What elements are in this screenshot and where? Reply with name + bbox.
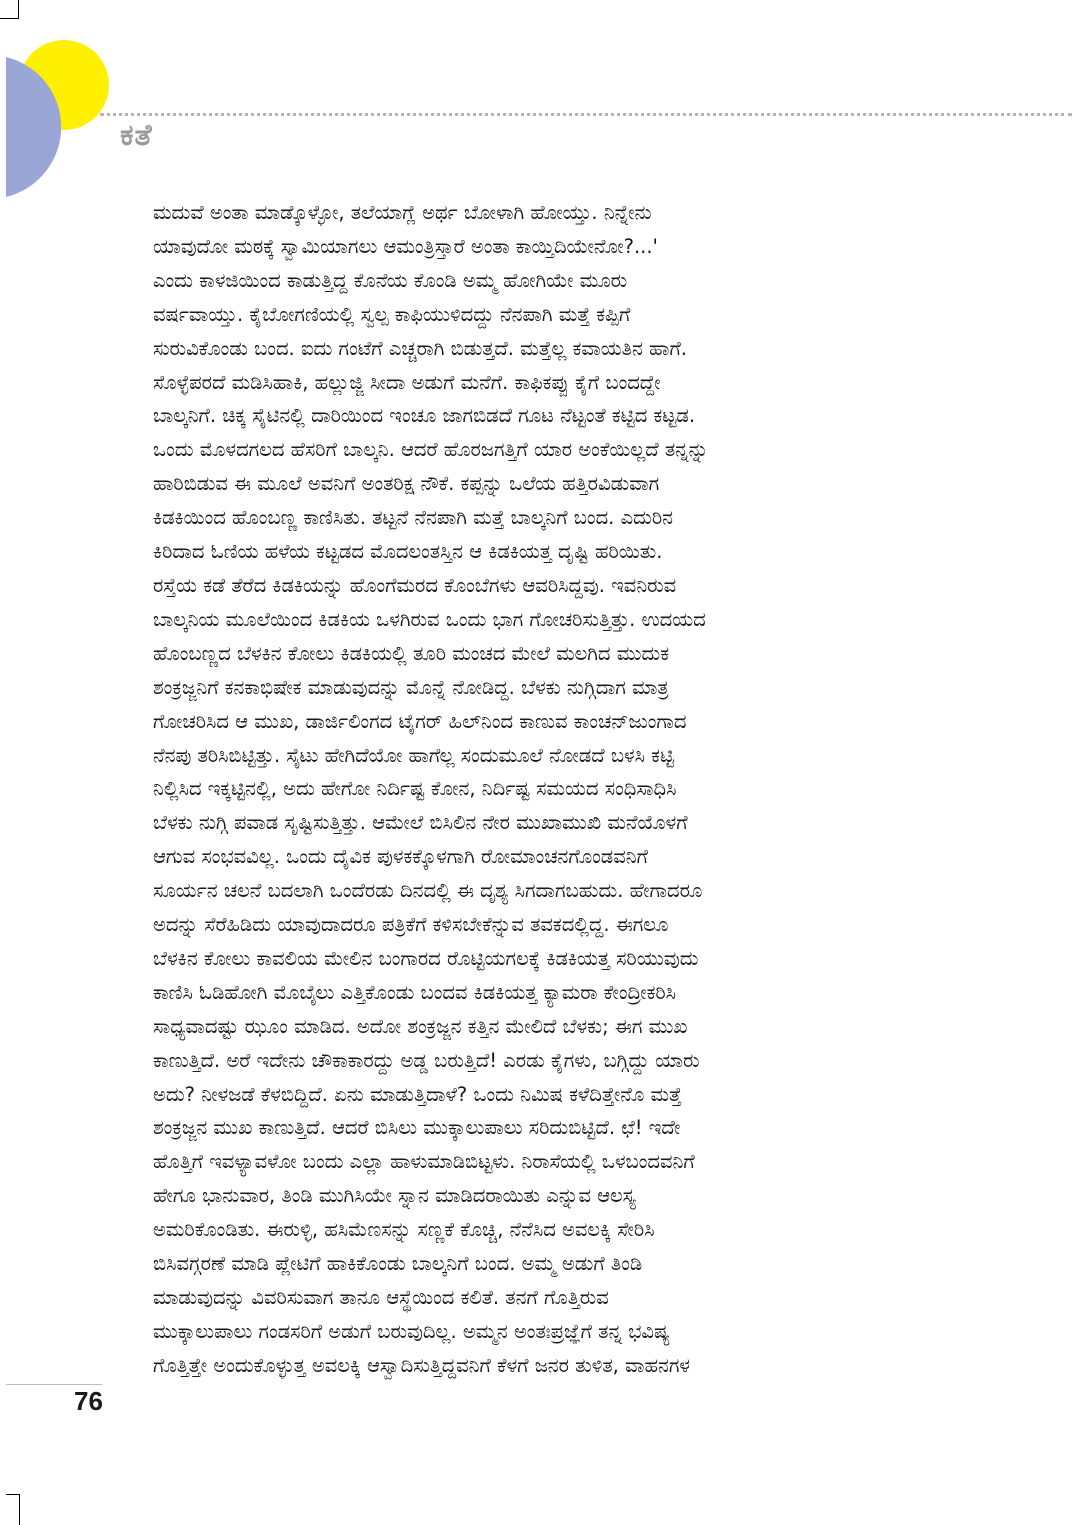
- text-line: ರಸ್ತೆಯ ಕಡೆ ತೆರೆದ ಕಿಡಕಿಯನ್ನು ಹೊಂಗೆಮರದ ಕೊಂಬೆಗಳು ಆವರಿಸಿದ್ದವು. ಇವನಿರುವ: [153, 573, 677, 597]
- text-line: ಸೂರ್ಯನ ಚಲನೆ ಬದಲಾಗಿ ಒಂದೆರಡು ದಿನದಲ್ಲಿ ಈ ದೃಶ್ಯ ಸಿಗದಾಗಬಹುದು. ಹೇಗಾದರೂ: [153, 879, 703, 903]
- text-line: ಗೋಚರಿಸಿದ ಆ ಮುಖ, ಡಾರ್ಜಿಲಿಂಗದ ಟೈಗರ್ ಹಿಲ್‌ನಿಂದ ಕಾಣುವ ಕಾಂಚನ್‌ಜುಂಗಾದ: [153, 709, 687, 733]
- decorative-circles: [0, 40, 120, 210]
- text-line: ಶಂಕ್ರಜ್ಜನಿಗೆ ಕನಕಾಭಿಷೇಕ ಮಾಡುವುದನ್ನು ಮೊನ್ನೆ ನೋಡಿದ್ದ. ಬೆಳಕು ನುಗ್ಗಿದಾಗ ಮಾತ್ರ: [153, 675, 669, 699]
- text-line: ಬಿಸಿವಗ್ಗರಣೆ ಮಾಡಿ ಪ್ಲೇಟಿಗೆ ಹಾಕಿಕೊಂಡು ಬಾಲ್ಕನಿಗೆ ಬಂದ. ಅಮ್ಮ ಅಡುಗೆ ತಿಂಡಿ: [153, 1252, 643, 1276]
- text-line: ಸಾಧ್ಯವಾದಷ್ಟು ಝೂಂ ಮಾಡಿದ. ಅದೋ ಶಂಕ್ರಜ್ಜನ ಕತ್ತಿನ ಮೇಲಿದೆ ಬೆಳಕು; ಈಗ ಮುಖ: [153, 1014, 688, 1038]
- text-line: ಅಮರಿಕೊಂಡಿತು. ಈರುಳ್ಳಿ, ಹಸಿಮೆಣಸನ್ನು ಸಣ್ಣಕೆ ಕೊಚ್ಚಿ, ನೆನೆಸಿದ ಅವಲಕ್ಕಿ ಸೇರಿಸಿ: [153, 1218, 655, 1242]
- text-line: ಕಾಣುತ್ತಿದೆ. ಅರೆ ಇದೇನು ಚೌಕಾಕಾರದ್ದು ಅಡ್ಡ ಬರುತ್ತಿದೆ! ಎರಡು ಕೈಗಳು, ಬಗ್ಗಿದ್ದು ಯಾರು: [153, 1048, 700, 1072]
- text-line: ಬಾಲ್ಕನಿಗೆ. ಚಿಕ್ಕ ಸೈಟಿನಲ್ಲಿ ದಾರಿಯಿಂದ ಇಂಚೂ ಜಾಗಬಿಡದೆ ಗೂಟ ನೆಟ್ಟಂತೆ ಕಟ್ಟಿದ ಕಟ್ಟಡ.: [153, 404, 696, 428]
- text-line: ಗೊತ್ತಿತ್ತೇ ಅಂದುಕೊಳ್ಳುತ್ತ ಅವಲಕ್ಕಿ ಆಸ್ವಾದಿಸುತ್ತಿದ್ದವನಿಗೆ ಕೆಳಗೆ ಜನರ ತುಳಿತ, ವಾಹನಗಳ: [153, 1353, 690, 1377]
- text-line: ಬಾಲ್ಕನಿಯ ಮೂಲೆಯಿಂದ ಕಿಡಕಿಯ ಒಳಗಿರುವ ಒಂದು ಭಾಗ ಗೋಚರಿಸುತ್ತಿತ್ತು. ಉದಯದ: [153, 607, 706, 631]
- page-number: 76: [74, 1386, 103, 1416]
- text-line: ಹಾರಿಬಿಡುವ ಈ ಮೂಲೆ ಅವನಿಗೆ ಅಂತರಿಕ್ಷ ನೌಕೆ. ಕಪ್ಪನ್ನು ಒಲೆಯ ಹತ್ತಿರವಿಡುವಾಗ: [153, 472, 660, 496]
- text-line: ಸುರುವಿಕೊಂಡು ಬಂದ. ಐದು ಗಂಟೆಗೆ ಎಚ್ಚರಾಗಿ ಬಿಡುತ್ತದೆ. ಮತ್ತೆಲ್ಲ ಕವಾಯತಿನ ಹಾಗೆ.: [153, 336, 687, 360]
- text-line: ಹೇಗೂ ಭಾನುವಾರ, ತಿಂಡಿ ಮುಗಿಸಿಯೇ ಸ್ನಾನ ಮಾಡಿದರಾಯಿತು ಎನ್ನುವ ಆಲಸ್ಯ: [153, 1184, 636, 1208]
- text-line: ಕಿರಿದಾದ ಓಣಿಯ ಹಳೆಯ ಕಟ್ಟಡದ ಮೊದಲಂತಸ್ತಿನ ಆ ಕಿಡಕಿಯತ್ತ ದೃಷ್ಟಿ ಹರಿಯಿತು.: [153, 540, 663, 564]
- text-line: ಶಂಕ್ರಜ್ಜನ ಮುಖ ಕಾಣುತ್ತಿದೆ. ಆದರೆ ಬಿಸಿಲು ಮುಕ್ಕಾಲುಪಾಲು ಸರಿದುಬಿಟ್ಟಿದೆ. ಛೆ! ಇದೇ: [153, 1116, 681, 1140]
- text-line: ಬೆಳಕಿನ ಕೋಲು ಕಾವಲಿಯ ಮೇಲಿನ ಬಂಗಾರದ ರೊಟ್ಟಿಯಗಲಕ್ಕೆ ಕಿಡಕಿಯತ್ತ ಸರಿಯುವುದು: [153, 946, 699, 970]
- crop-mark-bottom-horizontal: [6, 1494, 20, 1495]
- text-line: ಸೊಳ್ಳೆಪರದೆ ಮಡಿಸಿಹಾಕಿ, ಹಲ್ಲುಜ್ಜಿ ಸೀದಾ ಅಡುಗೆ ಮನೆಗೆ. ಕಾಫಿಕಪ್ಪು ಕೈಗೆ ಬಂದದ್ದೇ: [153, 370, 661, 394]
- text-line: ನೆನಪು ತರಿಸಿಬಿಟ್ಟಿತ್ತು. ಸೈಟು ಹೇಗಿದೆಯೋ ಹಾಗೆಲ್ಲ ಸಂದುಮೂಲೆ ನೋಡದೆ ಬಳಸಿ ಕಟ್ಟಿ: [153, 743, 675, 767]
- section-title: ಕತೆ: [120, 118, 153, 153]
- crop-mark-top-horizontal: [0, 18, 19, 19]
- text-line: ಬೆಳಕು ನುಗ್ಗಿ ಪವಾಡ ಸೃಷ್ಟಿಸುತ್ತಿತ್ತು. ಆಮೇಲೆ ಬಿಸಿಲಿನ ನೇರ ಮುಖಾಮುಖಿ ಮನೆಯೊಳಗೆ: [153, 811, 688, 835]
- text-line: ಅದನ್ನು ಸೆರೆಹಿಡಿದು ಯಾವುದಾದರೂ ಪತ್ರಿಕೆಗೆ ಕಳಿಸಬೇಕೆನ್ನುವ ತವಕದಲ್ಲಿದ್ದ. ಈಗಲೂ: [153, 913, 669, 937]
- text-line: ಕಿಡಕಿಯಿಂದ ಹೊಂಬಣ್ಣ ಕಾಣಿಸಿತು. ತಟ್ಟನೆ ನೆನಪಾಗಿ ಮತ್ತೆ ಬಾಲ್ಕನಿಗೆ ಬಂದ. ಎದುರಿನ: [153, 506, 674, 530]
- crop-mark-top-vertical: [18, 0, 19, 18]
- text-line: ಹೊಂಬಣ್ಣದ ಬೆಳಕಿನ ಕೋಲು ಕಿಡಕಿಯಲ್ಲಿ ತೂರಿ ಮಂಚದ ಮೇಲೆ ಮಲಗಿದ ಮುದುಕ: [153, 641, 670, 665]
- text-line: ಎಂದು ಕಾಳಜಿಯಿಂದ ಕಾಡುತ್ತಿದ್ದ ಕೊನೆಯ ಕೊಂಡಿ ಅಮ್ಮ ಹೋಗಿಯೇ ಮೂರು: [153, 268, 628, 292]
- text-line: ಒಂದು ಮೊಳದಗಲದ ಹೆಸರಿಗೆ ಬಾಲ್ಕನಿ. ಆದರೆ ಹೊರಜಗತ್ತಿಗೆ ಯಾರ ಅಂಕೆಯಿಲ್ಲದೆ ತನ್ನನ್ನು: [153, 438, 709, 462]
- text-line: ವರ್ಷವಾಯ್ತು. ಕೈಬೋಗಣಿಯಲ್ಲಿ ಸ್ವಲ್ಪ ಕಾಫಿಯುಳಿದದ್ದು ನೆನಪಾಗಿ ಮತ್ತೆ ಕಪ್ಪಿಗೆ: [153, 302, 631, 326]
- footer-rule: [6, 1384, 102, 1385]
- text-line: ಕಾಣಿಸಿ ಓಡಿಹೋಗಿ ಮೊಬೈಲು ಎತ್ತಿಕೊಂಡು ಬಂದವ ಕಿಡಕಿಯತ್ತ ಕ್ಯಾಮರಾ ಕೇಂದ್ರೀಕರಿಸಿ: [153, 980, 676, 1004]
- text-line: ಹೊತ್ತಿಗೆ ಇವಳ್ಯಾವಳೋ ಬಂದು ಎಲ್ಲಾ ಹಾಳುಮಾಡಿಬಿಟ್ಟಳು. ನಿರಾಸೆಯಲ್ಲಿ ಒಳಬಂದವನಿಗೆ: [153, 1150, 695, 1174]
- text-line: ಮುಕ್ಕಾಲುಪಾಲು ಗಂಡಸರಿಗೆ ಅಡುಗೆ ಬರುವುದಿಲ್ಲ. ಅಮ್ಮನ ಅಂತಃಪ್ರಜ್ಞೆಗೆ ತನ್ನ ಭವಿಷ್ಯ: [153, 1319, 670, 1343]
- header-dotted-rule: [100, 113, 1072, 116]
- text-line: ಅದು? ನೀಳಜಡೆ ಕೆಳಬಿದ್ದಿದೆ. ಏನು ಮಾಡುತ್ತಿದಾಳೆ? ಒಂದು ನಿಮಿಷ ಕಳೆದಿತ್ತೇನೊ ಮತ್ತೆ: [153, 1082, 682, 1106]
- text-line: ಯಾವುದೋ ಮಠಕ್ಕೆ ಸ್ವಾಮಿಯಾಗಲು ಆಮಂತ್ರಿಸ್ತಾರೆ ಅಂತಾ ಕಾಯ್ತಿದಿಯೇನೋ?...': [153, 234, 658, 258]
- text-line: ಆಗುವ ಸಂಭವವಿಲ್ಲ. ಒಂದು ದೈವಿಕ ಪುಳಕಕ್ಕೊಳಗಾಗಿ ರೋಮಾಂಚನಗೊಂಡವನಿಗೆ: [153, 845, 648, 869]
- story-body-text: [153, 196, 908, 1383]
- text-line: ನಿಲ್ಲಿಸಿದ ಇಕ್ಕಟ್ಟಿನಲ್ಲಿ, ಅದು ಹೇಗೋ ನಿರ್ದಿಷ್ಟ ಕೋನ, ನಿರ್ದಿಷ್ಟ ಸಮಯದ ಸಂಧಿಸಾಧಿಸಿ: [153, 777, 677, 801]
- text-line: ಮದುವೆ ಅಂತಾ ಮಾಡ್ಕೊಳ್ಳೋ, ತಲೆಯಾಗ್ಲೆ ಅರ್ಥ ಬೋಳಾಗಿ ಹೋಯ್ತು. ನಿನ್ನೇನು: [153, 201, 652, 224]
- text-line: ಮಾಡುವುದನ್ನು ವಿವರಿಸುವಾಗ ತಾನೂ ಆಸ್ಥೆಯಿಂದ ಕಲಿತೆ. ತನಗೆ ಗೊತ್ತಿರುವ: [153, 1286, 609, 1309]
- crop-mark-bottom-vertical: [19, 1494, 20, 1525]
